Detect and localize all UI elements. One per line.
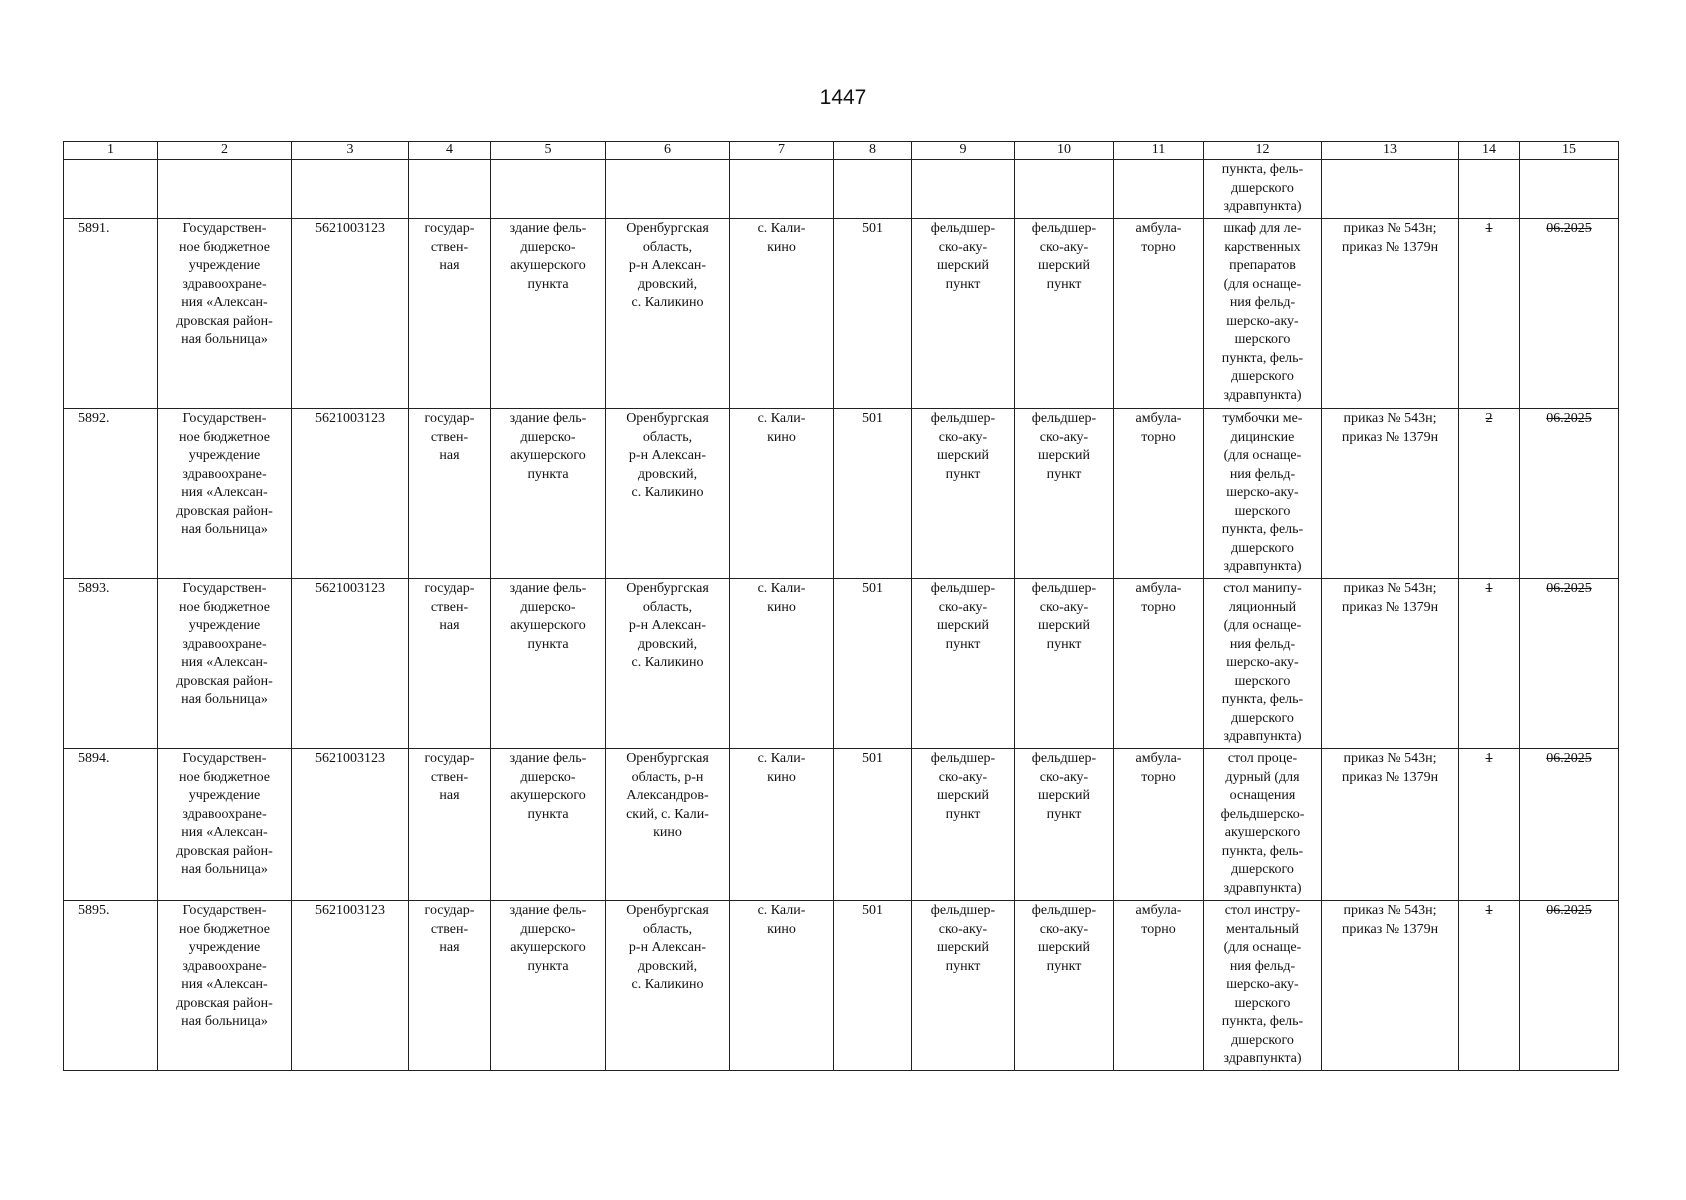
column-header: 6: [606, 142, 730, 160]
building-cell: здание фель- дшерско- акушерского пункта: [491, 901, 606, 1071]
quantity-cell: 1: [1459, 219, 1520, 409]
orders-cell: приказ № 543н; приказ № 1379н: [1322, 579, 1459, 749]
code-cell: 501: [834, 409, 912, 579]
row-number: 5894.: [64, 749, 158, 901]
table-cell: [606, 160, 730, 219]
date-cell: 06.2025: [1520, 749, 1619, 901]
table-cell: [1015, 160, 1114, 219]
unit-cell: фельдшер- ско-аку- шерский пункт: [912, 579, 1015, 749]
care-type-cell: амбула- торно: [1114, 901, 1204, 1071]
table-cell: [1520, 160, 1619, 219]
continuation-row: [64, 160, 1619, 219]
table-cell: [834, 160, 912, 219]
date-cell: 06.2025: [1520, 901, 1619, 1071]
locality-cell: с. Кали- кино: [730, 579, 834, 749]
ownership-cell: государ- ствен- ная: [409, 409, 491, 579]
unit-cell: фельдшер- ско-аку- шерский пункт: [912, 219, 1015, 409]
table-cell: [912, 160, 1015, 219]
page-number: 1447: [819, 86, 867, 109]
equipment-cell: тумбочки ме- дицинские (для оснаще- ния фельд- шерско-аку- шерского пункта, фель- дшерского здравпункта): [1204, 409, 1322, 579]
table-row: [64, 749, 1619, 901]
registry-table: [63, 141, 1619, 1071]
unit-cell: фельдшер- ско-аку- шерский пункт: [1015, 219, 1114, 409]
row-number: 5895.: [64, 901, 158, 1071]
ownership-cell: государ- ствен- ная: [409, 749, 491, 901]
organization-cell: Государствен- ное бюджетное учреждение здравоохране- ния «Алексан- дровская район- ная больница»: [158, 901, 292, 1071]
organization-cell: Государствен- ное бюджетное учреждение здравоохране- ния «Алексан- дровская район- ная больница»: [158, 409, 292, 579]
table-row: [64, 901, 1619, 1071]
locality-cell: с. Кали- кино: [730, 749, 834, 901]
building-cell: здание фель- дшерско- акушерского пункта: [491, 749, 606, 901]
table-row: [64, 219, 1619, 409]
inn-cell: 5621003123: [292, 749, 409, 901]
code-cell: 501: [834, 579, 912, 749]
date-cell: 06.2025: [1520, 579, 1619, 749]
column-header: 10: [1015, 142, 1114, 160]
date-cell: 06.2025: [1520, 219, 1619, 409]
unit-cell: фельдшер- ско-аку- шерский пункт: [912, 749, 1015, 901]
code-cell: 501: [834, 219, 912, 409]
organization-cell: Государствен- ное бюджетное учреждение здравоохране- ния «Алексан- дровская район- ная больница»: [158, 749, 292, 901]
care-type-cell: амбула- торно: [1114, 219, 1204, 409]
table-cell: [1114, 160, 1204, 219]
building-cell: здание фель- дшерско- акушерского пункта: [491, 409, 606, 579]
quantity-cell: 2: [1459, 409, 1520, 579]
column-header: 15: [1520, 142, 1619, 160]
building-cell: здание фель- дшерско- акушерского пункта: [491, 579, 606, 749]
unit-cell: фельдшер- ско-аку- шерский пункт: [1015, 409, 1114, 579]
equipment-cell: шкаф для ле- карственных препаратов (для оснаще- ния фельд- шерско-аку- шерского пункта, фель- дшерского здравпункта): [1204, 219, 1322, 409]
unit-cell: фельдшер- ско-аку- шерский пункт: [912, 901, 1015, 1071]
unit-cell: фельдшер- ско-аку- шерский пункт: [1015, 901, 1114, 1071]
care-type-cell: амбула- торно: [1114, 409, 1204, 579]
locality-cell: с. Кали- кино: [730, 901, 834, 1071]
code-cell: 501: [834, 901, 912, 1071]
orders-cell: приказ № 543н; приказ № 1379н: [1322, 219, 1459, 409]
address-cell: Оренбургская область, р-н Алексан- дровский, с. Каликино: [606, 219, 730, 409]
quantity-cell: 1: [1459, 901, 1520, 1071]
table-row: [64, 579, 1619, 749]
table-cell: [409, 160, 491, 219]
column-header: 8: [834, 142, 912, 160]
table-cell: [730, 160, 834, 219]
unit-cell: фельдшер- ско-аку- шерский пункт: [912, 409, 1015, 579]
ownership-cell: государ- ствен- ная: [409, 219, 491, 409]
quantity-cell: 1: [1459, 749, 1520, 901]
building-cell: здание фель- дшерско- акушерского пункта: [491, 219, 606, 409]
column-header: 5: [491, 142, 606, 160]
address-cell: Оренбургская область, р-н Алексан- дровский, с. Каликино: [606, 579, 730, 749]
address-cell: Оренбургская область, р-н Алексан- дровский, с. Каликино: [606, 409, 730, 579]
table-cell: [292, 160, 409, 219]
table-row: [64, 409, 1619, 579]
table-cell: [158, 160, 292, 219]
column-header: 4: [409, 142, 491, 160]
inn-cell: 5621003123: [292, 409, 409, 579]
equipment-cell: стол инстру- ментальный (для оснаще- ния фельд- шерско-аку- шерского пункта, фель- дшерского здравпункта): [1204, 901, 1322, 1071]
column-header: 13: [1322, 142, 1459, 160]
orders-cell: приказ № 543н; приказ № 1379н: [1322, 749, 1459, 901]
date-cell: 06.2025: [1520, 409, 1619, 579]
orders-cell: приказ № 543н; приказ № 1379н: [1322, 409, 1459, 579]
care-type-cell: амбула- торно: [1114, 749, 1204, 901]
column-header: 12: [1204, 142, 1322, 160]
column-header: 14: [1459, 142, 1520, 160]
row-number: 5893.: [64, 579, 158, 749]
inn-cell: 5621003123: [292, 579, 409, 749]
column-header: 9: [912, 142, 1015, 160]
orders-cell: приказ № 543н; приказ № 1379н: [1322, 901, 1459, 1071]
column-number-row: [64, 142, 1619, 160]
locality-cell: с. Кали- кино: [730, 219, 834, 409]
code-cell: 501: [834, 749, 912, 901]
column-header: 1: [64, 142, 158, 160]
locality-cell: с. Кали- кино: [730, 409, 834, 579]
column-header: 11: [1114, 142, 1204, 160]
address-cell: Оренбургская область, р-н Александров- ский, с. Кали- кино: [606, 749, 730, 901]
ownership-cell: государ- ствен- ная: [409, 901, 491, 1071]
table-cell: [1322, 160, 1459, 219]
organization-cell: Государствен- ное бюджетное учреждение здравоохране- ния «Алексан- дровская район- ная больница»: [158, 579, 292, 749]
table-cell: [64, 160, 158, 219]
address-cell: Оренбургская область, р-н Алексан- дровский, с. Каликино: [606, 901, 730, 1071]
row-number: 5891.: [64, 219, 158, 409]
equipment-cell: стол проце- дурный (для оснащения фельдшерско- акушерского пункта, фель- дшерского здравпункта): [1204, 749, 1322, 901]
row-number: 5892.: [64, 409, 158, 579]
care-type-cell: амбула- торно: [1114, 579, 1204, 749]
organization-cell: Государствен- ное бюджетное учреждение здравоохране- ния «Алексан- дровская район- ная больница»: [158, 219, 292, 409]
table-cell: [1459, 160, 1520, 219]
inn-cell: 5621003123: [292, 219, 409, 409]
unit-cell: фельдшер- ско-аку- шерский пункт: [1015, 749, 1114, 901]
unit-cell: фельдшер- ско-аку- шерский пункт: [1015, 579, 1114, 749]
column-header: 3: [292, 142, 409, 160]
quantity-cell: 1: [1459, 579, 1520, 749]
column-header: 2: [158, 142, 292, 160]
equipment-cell: пункта, фель- дшерского здравпункта): [1204, 160, 1322, 219]
table-cell: [491, 160, 606, 219]
inn-cell: 5621003123: [292, 901, 409, 1071]
ownership-cell: государ- ствен- ная: [409, 579, 491, 749]
equipment-cell: стол манипу- ляционный (для оснаще- ния фельд- шерско-аку- шерского пункта, фель- дшерского здравпункта): [1204, 579, 1322, 749]
column-header: 7: [730, 142, 834, 160]
